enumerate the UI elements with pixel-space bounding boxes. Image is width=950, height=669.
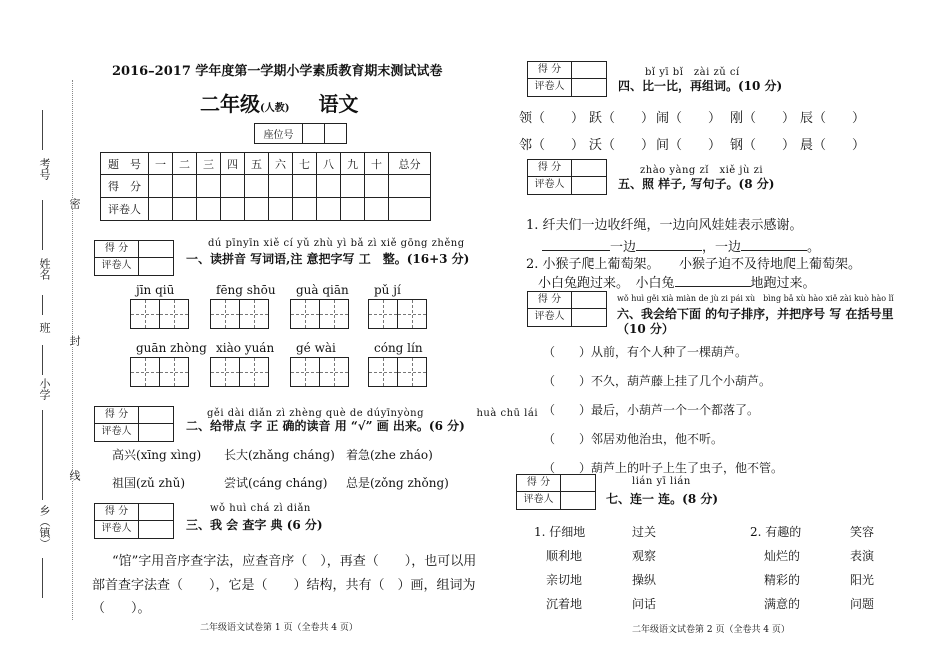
q7-title: 七、连一 连。(8 分) bbox=[606, 492, 719, 506]
margin-feng: 封 bbox=[68, 335, 81, 346]
exam-title: 2016–2017 学年度第一学期小学素质教育期末测试试卷 bbox=[112, 64, 443, 79]
score-table-cell bbox=[269, 175, 293, 198]
ordering-sentence[interactable]: （ ）邻居劝他治虫，他不听。 bbox=[543, 432, 724, 446]
margin-xiaoxue: 小学 bbox=[38, 378, 51, 400]
score-table-cell bbox=[389, 175, 431, 198]
pronunciation-item[interactable]: 尝试(cáng cháng) bbox=[224, 476, 328, 490]
score-box: 得 分 评卷人 bbox=[94, 503, 174, 539]
score-table bbox=[100, 152, 431, 221]
margin-line bbox=[42, 110, 43, 150]
compare-word[interactable]: 跃（ ） bbox=[589, 111, 655, 126]
score-table-cell bbox=[173, 175, 197, 198]
match-word[interactable]: 观察 bbox=[632, 549, 657, 563]
q1-title: 一、读拼音 写词语,注 意把字写 工 整。(16+3 分) bbox=[186, 252, 470, 266]
q2-pinyin: gěi dài diǎn zì zhèng què de dúyīnyòng huà chū lái bbox=[207, 408, 539, 419]
pinyin-word: guān zhòng bbox=[136, 341, 207, 355]
score-table-header: 九 bbox=[341, 153, 365, 175]
score-table-cell bbox=[197, 198, 221, 221]
match-word[interactable]: 操纵 bbox=[632, 573, 657, 587]
writing-box[interactable] bbox=[130, 357, 189, 387]
q3-text-1: “馆”字用音序查字法，应查音序（ ），再查（ ），也可以用 bbox=[112, 554, 477, 569]
q5-line-4: 小白兔跑过来。 小白兔 地跑过来。 bbox=[538, 276, 816, 291]
score-box: 得 分 评卷人 bbox=[516, 474, 596, 510]
margin-xiang: 乡（镇） bbox=[38, 505, 51, 549]
score-table-cell bbox=[149, 175, 173, 198]
match-word[interactable]: 满意的 bbox=[764, 597, 801, 611]
compare-word[interactable]: 辰（ ） bbox=[800, 111, 866, 126]
q1-pinyin: dú pīnyīn xiě cí yǔ zhù yì bǎ zì xiě gōng zhěng bbox=[208, 238, 465, 249]
score-table-cell bbox=[317, 175, 341, 198]
grade-title: 二年级(人教) 语文 bbox=[200, 92, 359, 116]
score-table-cell bbox=[197, 175, 221, 198]
score-table-cell bbox=[341, 175, 365, 198]
match-word[interactable]: 问题 bbox=[850, 597, 875, 611]
score-table-cell bbox=[317, 198, 341, 221]
ordering-sentence[interactable]: （ ）不久，葫芦藤上挂了几个小葫芦。 bbox=[543, 374, 772, 388]
q3-title: 三、我 会 查字 典 (6 分) bbox=[186, 518, 323, 532]
match-word[interactable]: 灿烂的 bbox=[764, 549, 801, 563]
pronunciation-item[interactable]: 高兴(xīng xìng) bbox=[112, 448, 202, 462]
score-table-cell bbox=[245, 175, 269, 198]
margin-kaohao: 考号 bbox=[38, 158, 51, 180]
match-word[interactable]: 问话 bbox=[632, 597, 657, 611]
ordering-sentence[interactable]: （ ）最后，小葫芦一个一个都落了。 bbox=[543, 403, 760, 417]
match-word[interactable]: 笑容 bbox=[850, 525, 875, 539]
ordering-sentence[interactable]: （ ）葫芦上的叶子上生了虫子，他不管。 bbox=[543, 461, 784, 475]
q5-line-1: 1. 纤夫们一边收纤绳，一边向风娃娃表示感谢。 bbox=[526, 218, 803, 233]
score-table-cell bbox=[293, 175, 317, 198]
score-table-header: 五 bbox=[245, 153, 269, 175]
match-word[interactable]: 2. 有趣的 bbox=[750, 525, 802, 539]
footer-page-1: 二年级语文试卷第 1 页（全卷共 4 页） bbox=[200, 623, 358, 633]
pinyin-word: pǔ jí bbox=[374, 283, 401, 297]
pinyin-word: guà qiān bbox=[296, 283, 349, 297]
writing-box[interactable] bbox=[130, 299, 189, 329]
score-table-header: 八 bbox=[317, 153, 341, 175]
compare-word[interactable]: 闹（ ） bbox=[656, 111, 722, 126]
q2-title: 二、给带点 字 正 确的读音 用 “√” 画 出来。(6 分) bbox=[186, 419, 465, 433]
score-table-cell bbox=[221, 175, 245, 198]
q5-line-2: 一边 ，一边 。 bbox=[542, 236, 820, 255]
score-table-cell bbox=[269, 198, 293, 221]
q4-pinyin: bǐ yī bǐ zài zǔ cí bbox=[645, 67, 740, 78]
q6-title: 六、我会给下面 的句子排序，并把序号 写 在括号里 bbox=[617, 307, 894, 321]
seat-number: 座位号 bbox=[254, 123, 347, 144]
score-table-cell bbox=[221, 198, 245, 221]
score-box: 得 分 评卷人 bbox=[94, 406, 174, 442]
writing-box[interactable] bbox=[368, 357, 427, 387]
writing-box[interactable] bbox=[368, 299, 427, 329]
match-word[interactable]: 亲切地 bbox=[546, 573, 583, 587]
score-box: 得 分 评卷人 bbox=[527, 291, 607, 327]
score-table-header: 六 bbox=[269, 153, 293, 175]
score-table-header: 三 bbox=[197, 153, 221, 175]
score-table-header: 四 bbox=[221, 153, 245, 175]
score-box: 得 分 评卷人 bbox=[94, 240, 174, 276]
margin-line bbox=[42, 558, 43, 598]
pinyin-word: xiào yuán bbox=[216, 341, 275, 355]
pinyin-word: jīn qiū bbox=[136, 283, 175, 297]
writing-box[interactable] bbox=[210, 299, 269, 329]
score-table-header: 二 bbox=[173, 153, 197, 175]
score-table-header: 十 bbox=[365, 153, 389, 175]
q3-text-3: （ ）。 bbox=[92, 601, 151, 616]
score-table-row-label: 得 分 bbox=[101, 175, 149, 198]
pronunciation-item[interactable]: 总是(zǒng zhǒng) bbox=[346, 476, 449, 490]
q5-pinyin: zhào yàng zǐ xiě jù zi bbox=[640, 165, 764, 176]
compare-word[interactable]: 刚（ ） bbox=[730, 111, 796, 126]
margin-mi: 密 bbox=[68, 198, 81, 209]
score-table-cell bbox=[365, 198, 389, 221]
compare-word[interactable]: 钢（ ） bbox=[730, 138, 796, 153]
q5-line-3: 2. 小猴子爬上葡萄架。 小猴子迫不及待地爬上葡萄架。 bbox=[526, 257, 862, 272]
compare-word[interactable]: 间（ ） bbox=[656, 138, 722, 153]
writing-box[interactable] bbox=[290, 299, 349, 329]
compare-word[interactable]: 沃（ ） bbox=[589, 138, 655, 153]
score-table-cell bbox=[293, 198, 317, 221]
footer-page-2: 二年级语文试卷第 2 页（全卷共 4 页） bbox=[632, 625, 790, 635]
match-word[interactable]: 过关 bbox=[632, 525, 657, 539]
match-word[interactable]: 表演 bbox=[850, 549, 875, 563]
match-word[interactable]: 顺利地 bbox=[546, 549, 583, 563]
score-table-cell bbox=[365, 175, 389, 198]
pronunciation-item[interactable]: 长大(zhǎng cháng) bbox=[224, 448, 335, 462]
score-table-cell bbox=[341, 198, 365, 221]
score-table-header: 七 bbox=[293, 153, 317, 175]
score-table-cell bbox=[389, 198, 431, 221]
q6-points: （10 分） bbox=[617, 322, 674, 336]
ordering-sentence[interactable]: （ ）从前，有个人种了一棵葫芦。 bbox=[543, 345, 748, 359]
q3-text-2: 部首查字法查（ ），它是（ ）结构，共有（ ）画，组词为 bbox=[92, 578, 476, 593]
match-word[interactable]: 精彩的 bbox=[764, 573, 801, 587]
margin-line bbox=[42, 410, 43, 500]
pinyin-word: gé wài bbox=[296, 341, 336, 355]
pinyin-word: cóng lín bbox=[374, 341, 423, 355]
margin-line bbox=[42, 295, 43, 315]
score-table-header: 总分 bbox=[389, 153, 431, 175]
score-table-header: 题 号 bbox=[101, 153, 149, 175]
margin-xian: 线 bbox=[68, 470, 81, 481]
seal-line bbox=[72, 80, 73, 620]
score-table-cell bbox=[149, 198, 173, 221]
q7-pinyin: lián yī lián bbox=[632, 476, 691, 487]
q3-pinyin: wǒ huì chá zì diǎn bbox=[210, 503, 311, 514]
compare-word[interactable]: 晨（ ） bbox=[800, 138, 866, 153]
q4-title: 四、比一比，再组词。(10 分) bbox=[618, 79, 783, 93]
pinyin-word: fēng shōu bbox=[216, 283, 276, 297]
q5-title: 五、照 样子, 写句子。(8 分) bbox=[618, 177, 775, 191]
pronunciation-item[interactable]: 祖国(zǔ zhǔ) bbox=[112, 476, 186, 490]
match-word[interactable]: 阳光 bbox=[850, 573, 875, 587]
margin-line bbox=[42, 345, 43, 375]
q6-pinyin: wǒ huì gěi xià miàn de jù zi pái xù bìng bǎ xù hào xiě zài kuò hào lǐ bbox=[617, 294, 894, 303]
writing-box[interactable] bbox=[290, 357, 349, 387]
pronunciation-item[interactable]: 着急(zhe zháo) bbox=[346, 448, 433, 462]
score-table-header: 一 bbox=[149, 153, 173, 175]
compare-word[interactable]: 领（ ） bbox=[519, 111, 585, 126]
margin-line bbox=[42, 200, 43, 250]
score-box: 得 分 评卷人 bbox=[527, 159, 607, 195]
match-word[interactable]: 沉着地 bbox=[546, 597, 583, 611]
score-table-cell bbox=[245, 198, 269, 221]
match-word[interactable]: 1. 仔细地 bbox=[534, 525, 586, 539]
writing-box[interactable] bbox=[210, 357, 269, 387]
margin-xingming: 姓名 bbox=[38, 258, 51, 280]
score-table-row-label: 评卷人 bbox=[101, 198, 149, 221]
score-table-cell bbox=[173, 198, 197, 221]
compare-word[interactable]: 邻（ ） bbox=[519, 138, 585, 153]
margin-ban: 班 bbox=[38, 322, 51, 333]
score-box: 得 分 评卷人 bbox=[527, 61, 607, 97]
